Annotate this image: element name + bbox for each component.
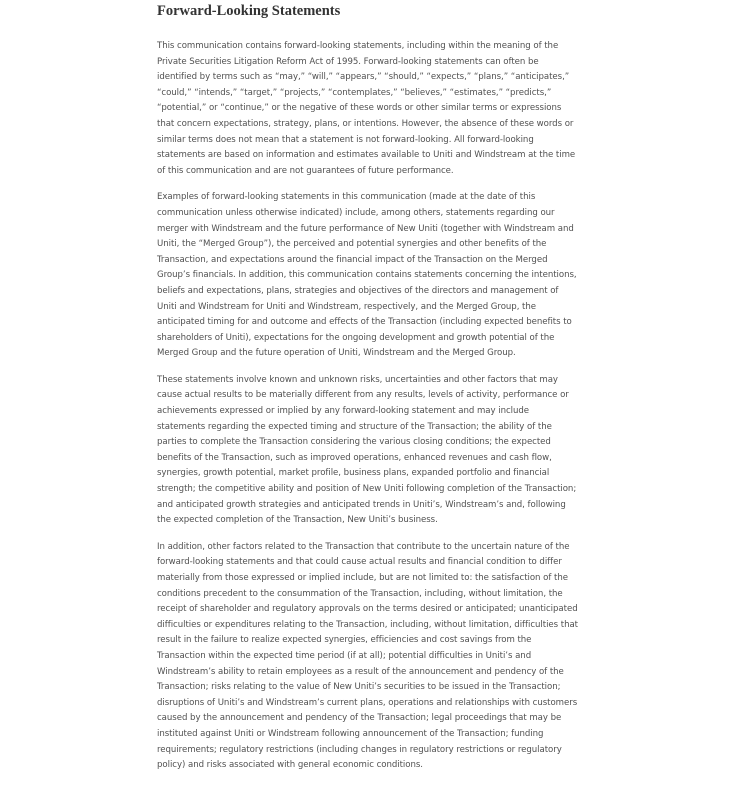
paragraph-other-factors: In addition, other factors related to the Transaction that contribute to the uncertain nature of the forward-looking statements and that could cause actual results and financial condition to differ materially from those expressed or implied include, but are not limited to: the satisfaction of the conditions precedent to the consummation of the Transaction, including, without limitation, the receipt of shareholder and regulatory approvals on the terms desired or anticipated; unanticipated difficulties or expenditures relating to the Transaction, including, without limitation, difficulties that result in the failure to realize expected synergies, efficiencies and cost savings from the Transaction within the expected time period (if at all); potential difficulties in Uniti’s and Windstream’s ability to retain employees as a result of the announcement and pendency of the Transaction; risks relating to the value of New Uniti’s securities to be issued in the Transaction; disruptions of Uniti’s and Windstream’s current plans, operations and relationships with customers caused by the announcement and pendency of the Transaction; legal proceedings that may be instituted against Uniti or Windstream following announcement of the Transaction; funding requirements; regulatory restrictions (including changes in regulatory restrictions or regulatory policy) and risks associated with general economic conditions.	[157, 541, 579, 771]
page-title: Forward-Looking Statements	[157, 3, 341, 19]
paragraph-examples: Examples of forward-looking statements in this communication (made at the date of this communication unless otherwise indicated) include, among others, statements regarding our merger with Windstream and the future performance of New Uniti (together with Windstream and Uniti, the “Merged Group”), the perceived and potential synergies and other benefits of the Transaction, and expectations around the financial impact of the Transaction on the Merged Group’s financials. In addition, this communication contains statements concerning the intentions, beliefs and expectations, plans, strategies and objectives of the directors and management of Uniti and Windstream for Uniti and Windstream, respectively, and the Merged Group, the anticipated timing for and outcome and effects of the Transaction (including expected benefits to shareholders of Uniti), expectations for the ongoing development and growth potential of the Merged Group and the future operation of Uniti, Windstream and the Merged Group.	[157, 192, 577, 359]
paragraph-risks: These statements involve known and unknown risks, uncertainties and other factors that may cause actual results to be materially different from any results, levels of activity, performance or achievements expressed or implied by any forward-looking statement and may include statements regarding the expected timing and structure of the Transaction; the ability of the parties to complete the Transaction considering the various closing conditions; the expected benefits of the Transaction, such as improved operations, enhanced revenues and cash flow, synergies, growth potential, market profile, business plans, expanded portfolio and financial strength; the competitive ability and position of New Uniti following completion of the Transaction; and anticipated growth strategies and anticipated trends in Uniti’s, Windstream’s and, following the expected completion of the Transaction, New Uniti’s business.	[157, 374, 577, 526]
paragraph-intro: This communication contains forward-looking statements, including within the meaning of the Private Securities Litigation Reform Act of 1995. Forward-looking statements can often be identified by terms such as “may,” “will,” “appears,” “should,” “expects,” “plans,” “anticipates,” “could,” “intends,” “target,” “projects,” “contemplates,” “believes,” “estimates,” “predicts,” “potential,” or “continue,” or the negative of these words or other similar terms or expressions that concern expectations, strategy, plans, or intentions. However, the absence of these words or similar terms does not mean that a statement is not forward-looking. All forward-looking statements are based on information and estimates available to Uniti and Windstream at the time of this communication and are not guarantees of future performance.	[157, 41, 576, 176]
document-body	[157, 3, 579, 785]
